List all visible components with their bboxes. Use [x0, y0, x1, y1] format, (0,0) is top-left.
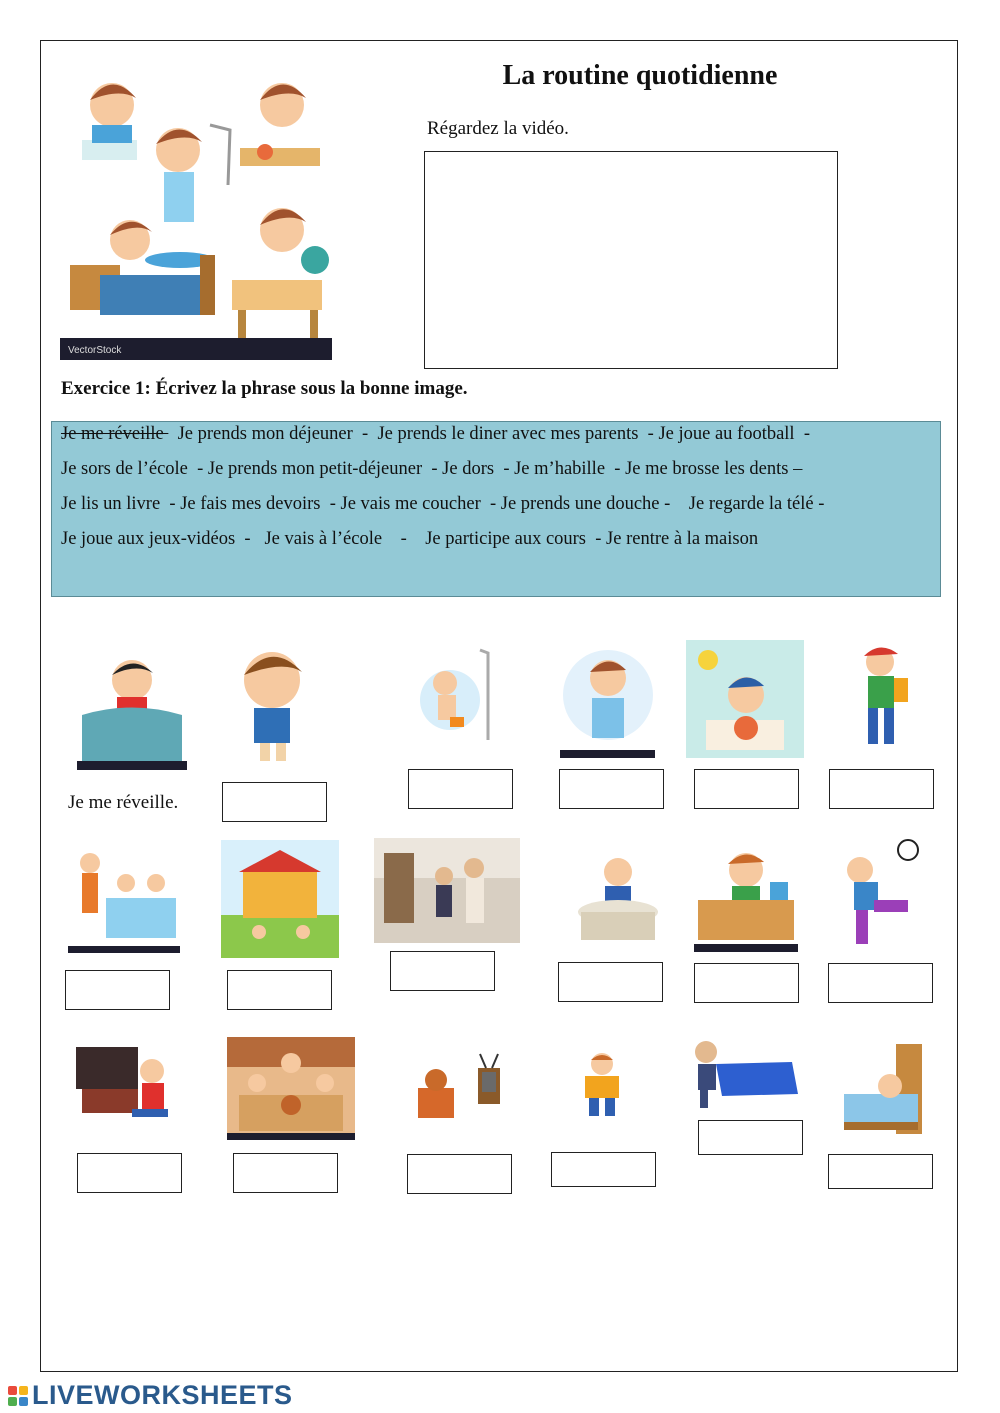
word-bank	[51, 421, 941, 597]
brushing-teeth-image	[560, 640, 655, 758]
family-dinner-image	[227, 1037, 355, 1140]
eating-lunch-image	[573, 850, 663, 945]
answer-box-9[interactable]	[390, 951, 495, 991]
school-building-image	[221, 840, 339, 958]
going-to-school-image	[842, 640, 922, 758]
getting-dressed-image	[222, 640, 322, 770]
answer-box-7[interactable]	[65, 970, 170, 1010]
answer-box-8[interactable]	[227, 970, 332, 1010]
word-bank-line-2: Je sors de l’école - Je prends mon petit-déjeuner - Je dors - Je m’habille - Je me brosse les dents –	[61, 459, 803, 479]
answer-box-6[interactable]	[829, 769, 934, 809]
breakfast-image	[686, 640, 804, 758]
answer-box-17[interactable]	[698, 1120, 803, 1155]
word-bank-line-4: Je joue aux jeux-vidéos - Je vais à l’école - Je participe aux cours - Je rentre à la maison	[61, 529, 759, 549]
example-answer: Je me réveille.	[68, 792, 179, 813]
word-bank-line-1-rest: Je prends mon déjeuner - Je prends le diner avec mes parents - Je joue au football -	[168, 424, 810, 444]
exercise-title: Exercice 1: Écrivez la phrase sous la bonne image.	[61, 378, 468, 399]
waking-up-image	[77, 645, 187, 770]
reading-image	[577, 1050, 627, 1122]
struck-phrase: Je me réveille	[61, 424, 169, 444]
coming-home-image	[374, 838, 520, 943]
answer-box-2[interactable]	[222, 782, 327, 822]
logo-icon	[8, 1386, 28, 1406]
answer-box-14[interactable]	[233, 1153, 338, 1193]
answer-box-16[interactable]	[551, 1152, 656, 1187]
answer-box-11[interactable]	[694, 963, 799, 1003]
answer-box-10[interactable]	[558, 962, 663, 1002]
shower-image	[410, 645, 500, 750]
football-image	[840, 836, 922, 954]
daily-routine-illustration	[60, 70, 332, 360]
video-games-image	[72, 1043, 174, 1143]
answer-box-15[interactable]	[407, 1154, 512, 1194]
attending-class-image	[68, 843, 180, 953]
sleeping-image	[840, 1040, 928, 1138]
word-bank-line-1	[61, 424, 810, 445]
answer-box-18[interactable]	[828, 1154, 933, 1189]
answer-box-5[interactable]	[694, 769, 799, 809]
video-instruction: Régardez la vidéo.	[427, 118, 569, 139]
going-to-bed-image	[692, 1038, 802, 1110]
answer-box-12[interactable]	[828, 963, 933, 1003]
video-player[interactable]	[424, 151, 838, 369]
homework-image	[694, 840, 798, 952]
watching-tv-image	[408, 1050, 503, 1130]
answer-box-13[interactable]	[77, 1153, 182, 1193]
answer-box-3[interactable]	[408, 769, 513, 809]
vectorstock-watermark: VectorStock	[68, 345, 122, 356]
word-bank-line-3: Je lis un livre - Je fais mes devoirs - Je vais me coucher - Je prends une douche - Je regarde la télé -	[61, 494, 825, 514]
liveworksheets-logo[interactable]	[8, 1380, 293, 1411]
logo-text: LIVEWORKSHEETS	[32, 1380, 293, 1410]
answer-box-4[interactable]	[559, 769, 664, 809]
worksheet-title: La routine quotidienne	[502, 60, 778, 91]
